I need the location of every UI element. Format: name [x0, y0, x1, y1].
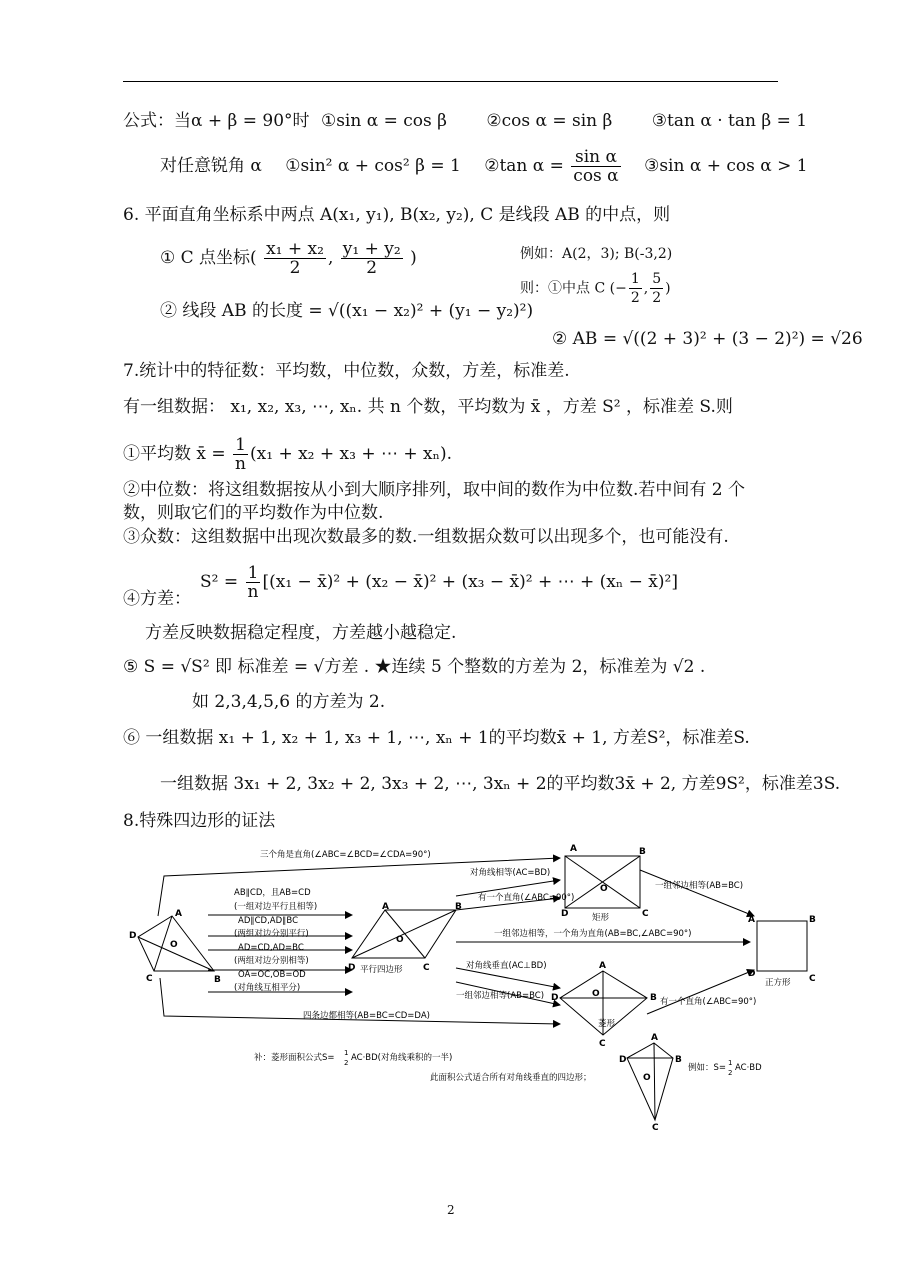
kite-example-num: 1 — [728, 1059, 733, 1067]
label-cond1b: (一组对边平行且相等) — [234, 902, 318, 912]
label-cond3b: (两组对边分别相等) — [234, 956, 309, 966]
label-diagonals-perpendicular: 对角线垂直(AC⊥BD) — [466, 961, 547, 971]
variance-numerator: 1 — [246, 564, 261, 583]
section-6-example: 例如：A(2，3); B(-3,2) — [520, 246, 673, 262]
label-cond3a: AD=CD,AD=BC — [238, 943, 304, 953]
pt-rect-c: C — [642, 909, 649, 919]
pt-rect-d: D — [561, 909, 569, 919]
label-four-sides-equal: 四条边都相等(AB=BC=CD=DA) — [303, 1011, 430, 1021]
pt-square-d: D — [748, 969, 756, 979]
variance-prefix: S² = — [200, 572, 239, 592]
pt-rect-b: B — [639, 847, 646, 857]
section-7-intro: 有一组数据： x₁, x₂, x₃, ⋯, xₙ. 共 n 个数，平均数为 x̄ ，方差 S² ，标准差 S.则 — [123, 397, 733, 417]
section-6-item-2: ② 线段 AB 的长度 = √((x₁ − x₂)² + (y₁ − y₂)²) — [160, 301, 534, 321]
label-cond2a: AD∥CD,AD∥BC — [238, 916, 299, 926]
example-mid-x-fraction — [629, 270, 642, 307]
tan-denominator: cos α — [573, 166, 619, 186]
pt-quad-c: C — [146, 974, 153, 984]
tan-fraction — [571, 148, 620, 185]
pt-kite-c: C — [652, 1123, 659, 1133]
std-example: 如 2,3,4,5,6 的方差为 2. — [192, 692, 386, 712]
example-mid-y-fraction — [650, 270, 663, 307]
variance-suffix: [(x₁ − x̄)² + (x₂ − x̄)² + (x₃ − x̄)² + ⋯ + (xₙ − x̄)²] — [262, 572, 678, 592]
rhombus-area-note-suffix: AC·BD(对角线乘积的一半) — [351, 1053, 453, 1063]
rectangle-name: 矩形 — [592, 913, 610, 923]
example-mid-prefix: 则：①中点 C (− — [520, 280, 627, 297]
section-8-heading: 8.特殊四边形的证法 — [123, 811, 276, 831]
variance-note: 方差反映数据稳定程度，方差越小越稳定. — [145, 623, 457, 643]
kite-example-prefix: 例如：S= — [688, 1063, 727, 1073]
rhombus-area-note-num: 1 — [344, 1049, 349, 1057]
formula-2-label: 对任意锐角 α — [160, 156, 262, 176]
example-mid-y-denominator: 2 — [652, 290, 662, 306]
pt-square-a: A — [748, 915, 755, 925]
formula-1-item-1: ①sin α = cos β — [320, 111, 447, 131]
pt-quad-o: O — [170, 940, 178, 950]
mean-denominator: n — [235, 454, 246, 474]
mean-formula — [123, 436, 452, 473]
pt-square-c: C — [809, 974, 816, 984]
section-7-heading: 7.统计中的特征数：平均数，中位数，众数，方差，标准差. — [123, 361, 570, 381]
pt-square-b: B — [809, 915, 816, 925]
formula-2-item-3: ③sin α + cos α > 1 — [644, 156, 808, 176]
median-line-1: ②中位数：将这组数据按从小到大顺序排列，取中间的数作为中位数.若中间有 2 个 — [123, 480, 746, 500]
variance-fraction — [246, 564, 261, 601]
kite-example-suffix: AC·BD — [735, 1063, 762, 1073]
formula-1-label: 公式：当α + β = 90°时 — [123, 111, 310, 131]
example-mid-y-numerator: 5 — [652, 271, 662, 287]
mean-numerator: 1 — [233, 436, 248, 455]
label-rhombus-to-square: 有一个直角(∠ABC=90°) — [660, 997, 757, 1007]
label-diagonals-equal: 对角线相等(AC=BD) — [470, 868, 551, 878]
midpoint-x-fraction — [264, 240, 326, 277]
midpoint-y-denominator: 2 — [366, 258, 378, 278]
tan-numerator: sin α — [571, 148, 620, 167]
formula-1-item-2: ②cos α = sin β — [486, 111, 613, 131]
pt-kite-o: O — [643, 1073, 651, 1083]
pt-kite-d: D — [619, 1055, 627, 1065]
rhombus-area-note-den: 2 — [344, 1059, 349, 1067]
formula-line-2 — [160, 148, 808, 185]
midpoint-prefix: ① C 点坐标( — [160, 248, 257, 268]
label-cond4a: OA=OC,OB=OD — [238, 970, 306, 980]
header-rule — [123, 81, 778, 82]
section-6-item-1: ① C 点坐标( $\frac{\text{x₁ + x₂}}{2}$ , $\frac{\text{y₁ + y₂}}{2}$ ) — [160, 239, 417, 278]
label-cond2b: (两组对边分别平行) — [234, 929, 309, 939]
section-6-heading: 6. 平面直角坐标系中两点 A(x₁, y₁), B(x₂, y₂), C 是线段 AB 的中点，则 — [123, 205, 671, 225]
pt-para-o: O — [396, 935, 404, 945]
mean-suffix: (x₁ + x₂ + x₃ + ⋯ + xₙ). — [250, 444, 453, 464]
pt-rect-o: O — [600, 884, 608, 894]
pt-rhombus-a: A — [599, 961, 606, 971]
label-three-right-angles: 三个角是直角(∠ABC=∠BCD=∠CDA=90°) — [260, 850, 431, 860]
square-shape — [757, 921, 807, 971]
label-one-right-angle: 有一个直角(∠ABC=90°) — [478, 893, 575, 903]
pt-para-d: D — [348, 963, 356, 973]
pt-para-b: B — [455, 902, 462, 912]
variance-label: ④方差： — [123, 589, 191, 609]
scale-line: 一组数据 3x₁ + 2, 3x₂ + 2, 3x₃ + 2, ⋯, 3xₙ + 2的平均数3x̄ + 2, 方差9S²，标准差3S. — [160, 774, 841, 794]
formula-1-item-3: ③tan α · tan β = 1 — [651, 111, 808, 131]
example-mid-suffix: ) — [665, 280, 671, 297]
mean-prefix: ①平均数 x̄ = — [123, 444, 226, 464]
label-adjacent-and-right-angle: 一组邻边相等，一个角为直角(AB=BC,∠ABC=90°) — [494, 929, 692, 939]
pt-kite-b: B — [675, 1055, 682, 1065]
label-cond1a: AB∥CD，且AB=CD — [234, 888, 311, 898]
pt-rhombus-b: B — [650, 993, 657, 1003]
formula-2-item-1: ①sin² α + cos² β = 1 — [285, 156, 461, 176]
variance-denominator: n — [247, 582, 259, 602]
mean-fraction — [233, 436, 248, 473]
pt-kite-a: A — [651, 1033, 658, 1043]
example-mid-x-denominator: 2 — [630, 290, 640, 306]
section-6-example-midpoint: 则：①中点 C (− $\frac{1}{2}$ , $\frac{5}{2}$ ) — [520, 271, 671, 306]
std-line: ⑤ S = √S² 即 标准差 = √方差 . ★连续 5 个整数的方差为 2，标准差为 √2 . — [123, 657, 706, 677]
mode-line: ③众数：这组数据中出现次数最多的数.一组数据众数可以出现多个，也可能没有. — [123, 527, 729, 547]
arrow-three-right-angles — [158, 858, 560, 916]
midpoint-y-fraction — [341, 240, 403, 277]
pt-quad-d: D — [129, 931, 137, 941]
midpoint-x-denominator: 2 — [289, 258, 301, 278]
formula-line-1 — [123, 110, 807, 132]
parallelogram-name: 平行四边形 — [360, 965, 403, 975]
label-adjacent-sides-equal: 一组邻边相等(AB=BC) — [456, 991, 545, 1001]
label-rect-to-square: 一组邻边相等(AB=BC) — [655, 881, 744, 891]
shift-line: ⑥ 一组数据 x₁ + 1, x₂ + 1, x₃ + 1, ⋯, xₙ + 1的平均数x̄ + 1, 方差S²，标准差S. — [123, 728, 750, 748]
area-scope-note: 此面积公式适合所有对角线垂直的四边形； — [430, 1073, 592, 1083]
section-6-example-length: ② AB = √((2 + 3)² + (3 − 2)²) = √26 — [552, 329, 863, 349]
example-mid-x-numerator: 1 — [630, 271, 640, 287]
page-number: 2 — [447, 1203, 455, 1217]
pt-rhombus-c: C — [599, 1039, 606, 1049]
formula-2-item-2-prefix: ②tan α = — [484, 156, 564, 176]
pt-quad-b: B — [214, 975, 221, 985]
midpoint-x-numerator: x₁ + x₂ — [266, 239, 324, 259]
kite-example-den: 2 — [728, 1069, 733, 1077]
pt-rhombus-d: D — [551, 993, 559, 1003]
pt-rhombus-o: O — [592, 989, 600, 999]
pt-para-a: A — [382, 902, 389, 912]
pt-rect-a: A — [570, 844, 577, 854]
label-cond4b: (对角线互相平分) — [234, 983, 301, 993]
variance-formula — [200, 564, 678, 601]
square-name: 正方形 — [765, 978, 791, 988]
midpoint-suffix: ) — [410, 248, 417, 268]
median-line-2: 数，则取它们的平均数作为中位数. — [123, 503, 384, 523]
rhombus-name: 菱形 — [598, 1019, 616, 1029]
pt-quad-a: A — [175, 909, 182, 919]
rhombus-area-note-prefix: 补：菱形面积公式S= — [254, 1053, 335, 1063]
pt-para-c: C — [423, 963, 430, 973]
midpoint-y-numerator: y₁ + y₂ — [342, 239, 401, 259]
quadrilateral-proof-diagram — [120, 830, 820, 1140]
